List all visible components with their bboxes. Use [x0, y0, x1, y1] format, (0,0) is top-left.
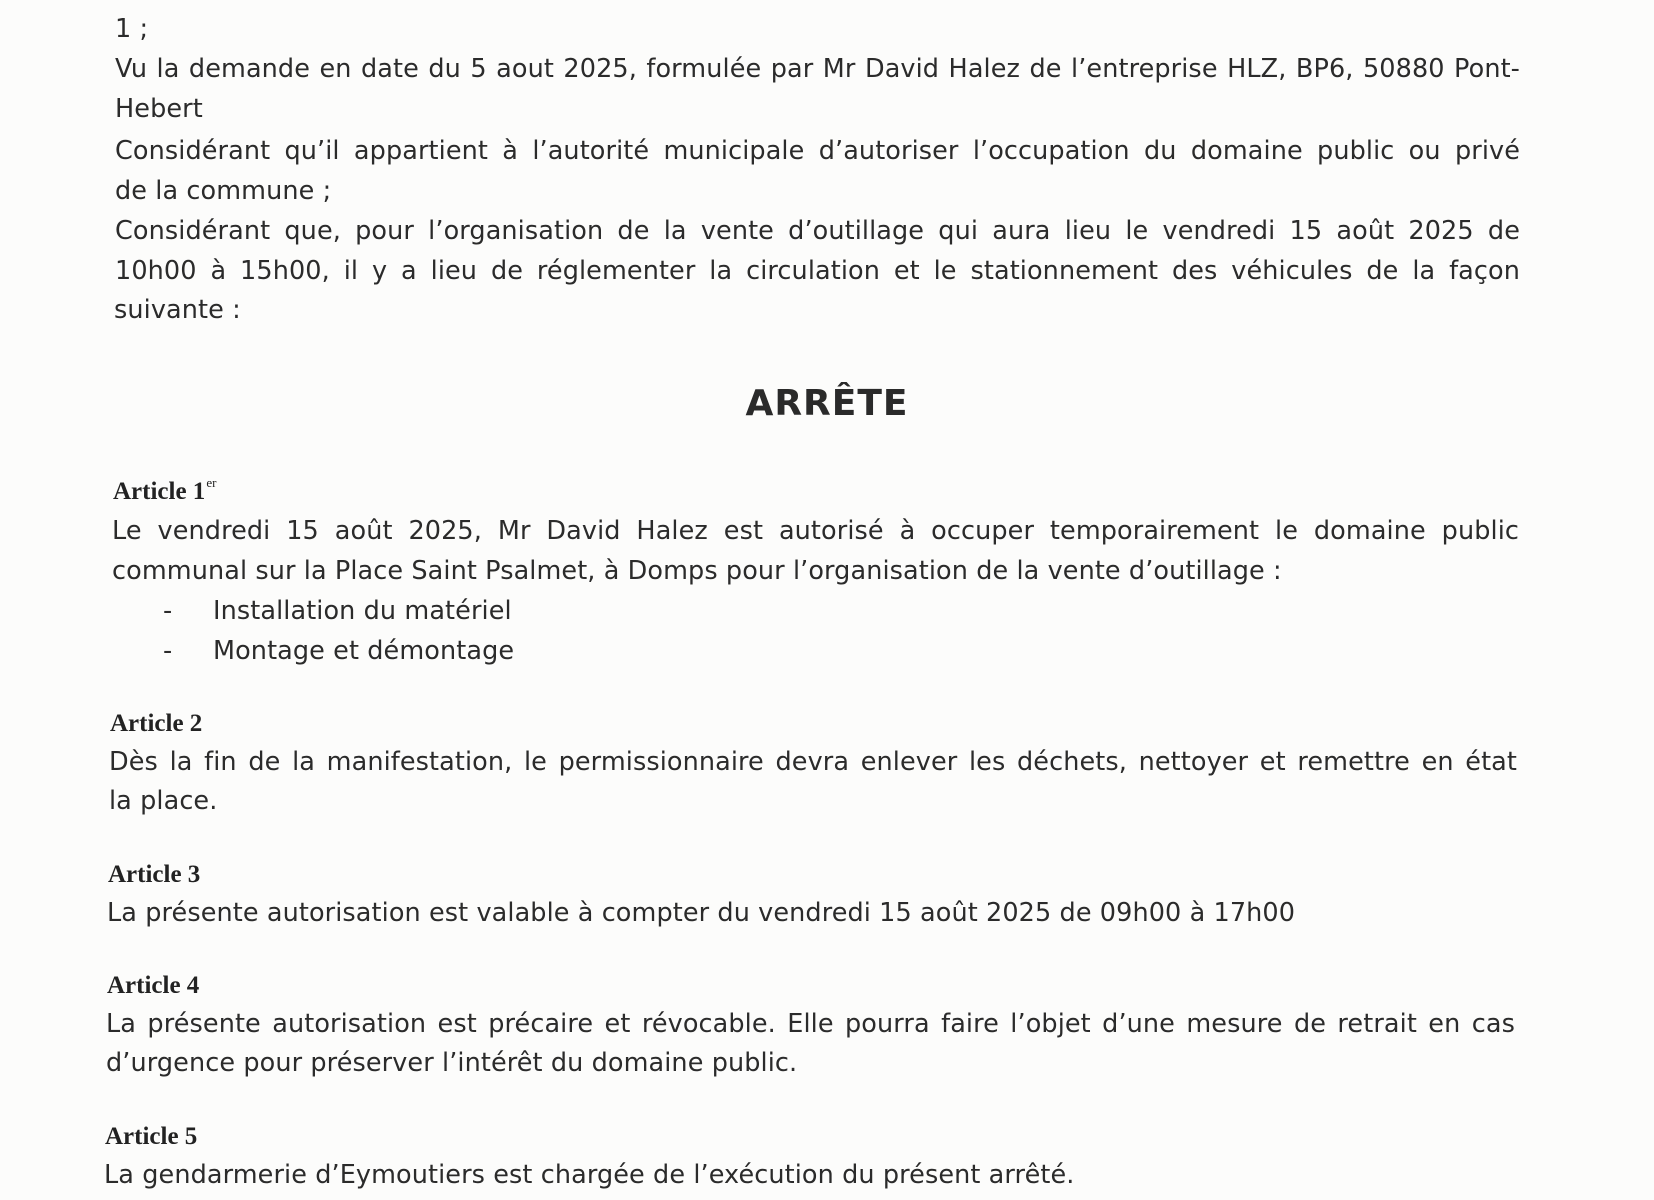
preamble-line-6: 10h00 à 15h00, il y a lieu de réglementer la circulation et le stationnement des véhicules de la façon [115, 256, 1520, 286]
preamble-line-7: suivante : [114, 295, 241, 325]
preamble-line-1: Vu la demande en date du 5 aout 2025, formulée par Mr David Halez de l’entreprise HLZ, BP6, 50880 Pont- [115, 54, 1520, 84]
preamble-line-0: 1 ; [115, 14, 149, 44]
preamble-line-5: Considérant que, pour l’organisation de la vente d’outillage qui aura lieu le vendredi 15 août 2025 de [115, 216, 1520, 246]
article-2-heading: Article 2 [110, 710, 203, 737]
article-4-heading: Article 4 [107, 972, 200, 999]
preamble-line-4: de la commune ; [115, 176, 332, 206]
article-5-line-1: La gendarmerie d’Eymoutiers est chargée de l’exécution du présent arrêté. [104, 1160, 1075, 1190]
article-2-line-2: la place. [109, 786, 218, 816]
bullet-dash: - [163, 596, 173, 626]
bullet-item: Installation du matériel [213, 596, 512, 626]
article-1-heading-sup: er [206, 475, 217, 490]
article-5-heading: Article 5 [105, 1123, 198, 1150]
preamble-line-2: Hebert [115, 94, 203, 124]
article-3-heading: Article 3 [108, 861, 201, 888]
article-2-line-1: Dès la fin de la manifestation, le permissionnaire devra enlever les déchets, nettoyer et remettre en état [109, 747, 1517, 777]
bullet-dash: - [163, 636, 173, 666]
article-4-line-2: d’urgence pour préserver l’intérêt du domaine public. [106, 1048, 798, 1078]
preamble-line-3: Considérant qu’il appartient à l’autorité municipale d’autoriser l’occupation du domaine public ou privé [115, 136, 1520, 166]
article-3-line-1: La présente autorisation est valable à compter du vendredi 15 août 2025 de 09h00 à 17h00 [107, 898, 1296, 928]
article-1-line-2: communal sur la Place Saint Psalmet, à Domps pour l’organisation de la vente d’outillage : [112, 556, 1282, 586]
page-title: ARRÊTE [745, 383, 909, 424]
article-1-line-1: Le vendredi 15 août 2025, Mr David Halez est autorisé à occuper temporairement le domaine public [112, 516, 1519, 546]
article-1-heading: Article 1 [113, 478, 206, 505]
article-heading [113, 475, 217, 506]
bullet-item: Montage et démontage [213, 636, 515, 666]
article-4-line-1: La présente autorisation est précaire et révocable. Elle pourra faire l’objet d’une mesure de retrait en cas [106, 1009, 1515, 1039]
